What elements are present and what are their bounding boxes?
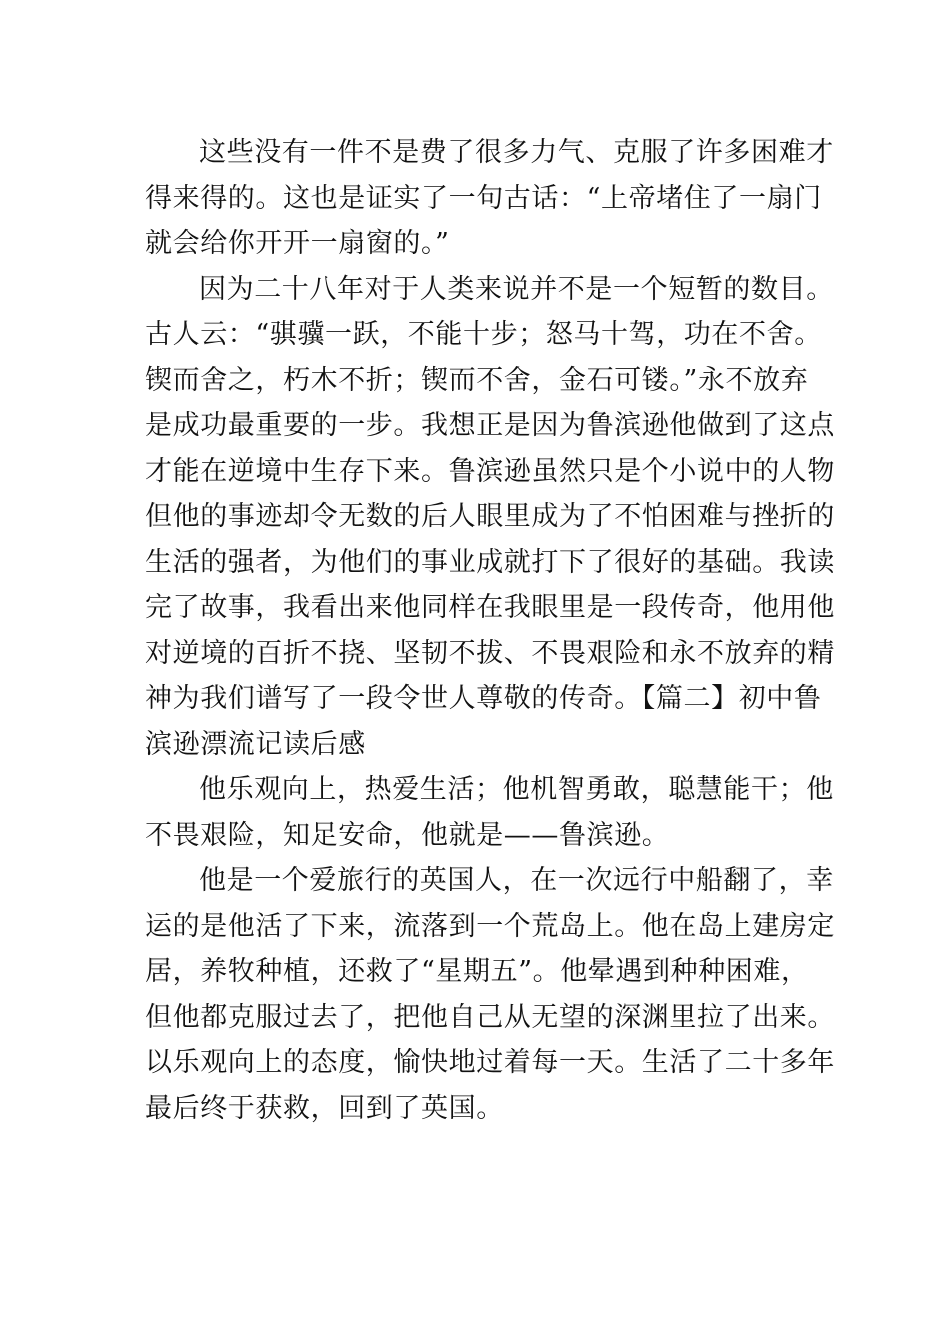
text-line: 才能在逆境中生存下来。鲁滨逊虽然只是个小说中的人物 [145,455,835,487]
text-line: 生活的强者，为他们的事业成就打下了很好的基础。我读 [145,546,835,578]
text-line: 但他都克服过去了，把他自己从无望的深渊里拉了出来。 [145,1001,835,1033]
text-line: 锲而舍之，朽木不折；锲而不舍，金石可镂。”永不放弃 [145,364,809,396]
text-line: 完了故事，我看出来他同样在我眼里是一段传奇，他用他 [145,592,835,623]
document-body [145,130,835,1131]
text-line: 是成功最重要的一步。我想正是因为鲁滨逊他做到了这点 [145,410,835,441]
text-line: 最后终于获救，回到了英国。 [145,1092,504,1124]
text-line: 因为二十八年对于人类来说并不是一个短暂的数目。 [199,273,834,305]
text-line: 就会给你开开一扇窗的。” [145,228,450,259]
text-line: 滨逊漂流记读后感 [145,728,366,760]
text-line: 居，养牧种植，还救了“星期五”。他晕遇到种种困难， [145,956,809,987]
text-line: 以乐观向上的态度，愉快地过着每一天。生活了二十多年 [145,1047,835,1078]
text-line: 神为我们谱写了一段令世人尊敬的传奇。【篇二】初中鲁 [145,683,822,714]
text-line: 古人云：“骐骥一跃，不能十步；怒马十驾，功在不舍。 [145,319,822,350]
text-line: 不畏艰险，知足安命，他就是——鲁滨逊。 [145,819,670,851]
text-line: 但他的事迹却令无数的后人眼里成为了不怕困难与挫折的 [145,501,835,532]
text-line: 运的是他活了下来，流落到一个荒岛上。他在岛上建房定 [145,910,835,942]
text-line: 这些没有一件不是费了很多力气、克服了许多困难才 [199,137,834,168]
text-line: 他是一个爱旅行的英国人，在一次远行中船翻了，幸 [199,865,834,896]
text-line: 得来得的。这也是证实了一句古话：“上帝堵住了一扇门 [145,182,822,214]
text-line: 他乐观向上，热爱生活；他机智勇敢，聪慧能干；他 [199,774,834,805]
text-line: 对逆境的百折不挠、坚韧不拔、不畏艰险和永不放弃的精 [145,637,835,669]
